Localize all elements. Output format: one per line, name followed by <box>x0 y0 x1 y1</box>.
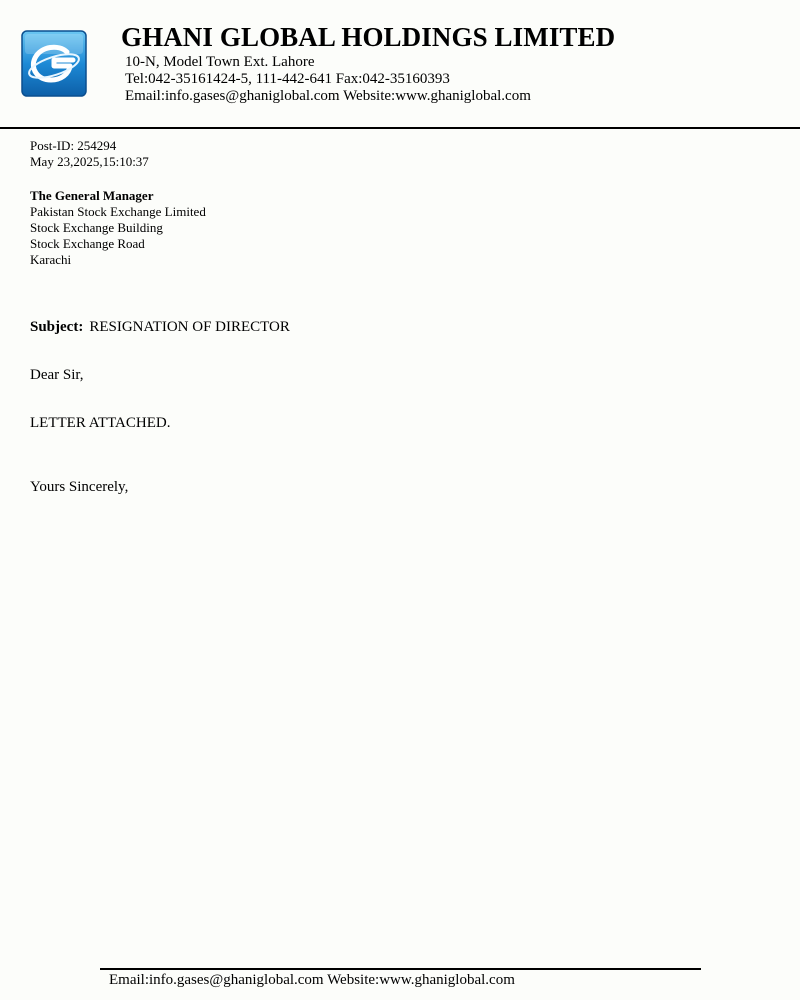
post-date: May 23,2025,15:10:37 <box>30 154 149 169</box>
company-logo-icon <box>21 30 87 97</box>
post-id: Post-ID: 254294 <box>30 138 117 153</box>
subject-text: RESIGNATION OF DIRECTOR <box>89 319 290 335</box>
letter-closing: Yours Sincerely, <box>30 479 129 495</box>
company-address: 10-N, Model Town Ext. Lahore <box>125 54 315 70</box>
footer-divider <box>100 968 701 970</box>
letter-body: LETTER ATTACHED. <box>30 415 171 431</box>
recipient-address-line: Pakistan Stock Exchange Limited <box>30 204 206 219</box>
letter-subject <box>30 319 290 336</box>
letter-salutation: Dear Sir, <box>30 367 84 383</box>
subject-label: Subject: <box>30 319 84 335</box>
recipient-title: The General Manager <box>30 188 154 203</box>
recipient-address-line: Karachi <box>30 252 72 267</box>
recipient-address-line: Stock Exchange Building <box>30 220 163 235</box>
company-email-website: Email:info.gases@ghaniglobal.com Website:www.ghaniglobal.com <box>125 88 531 104</box>
header-divider <box>0 127 800 129</box>
company-name: GHANI GLOBAL HOLDINGS LIMITED <box>121 22 616 52</box>
recipient-address-line: Stock Exchange Road <box>30 236 145 251</box>
company-phone-fax: Tel:042-35161424-5, 111-442-641 Fax:042-35160393 <box>125 71 450 87</box>
footer-email-website: Email:info.gases@ghaniglobal.com Website:www.ghaniglobal.com <box>109 972 515 988</box>
